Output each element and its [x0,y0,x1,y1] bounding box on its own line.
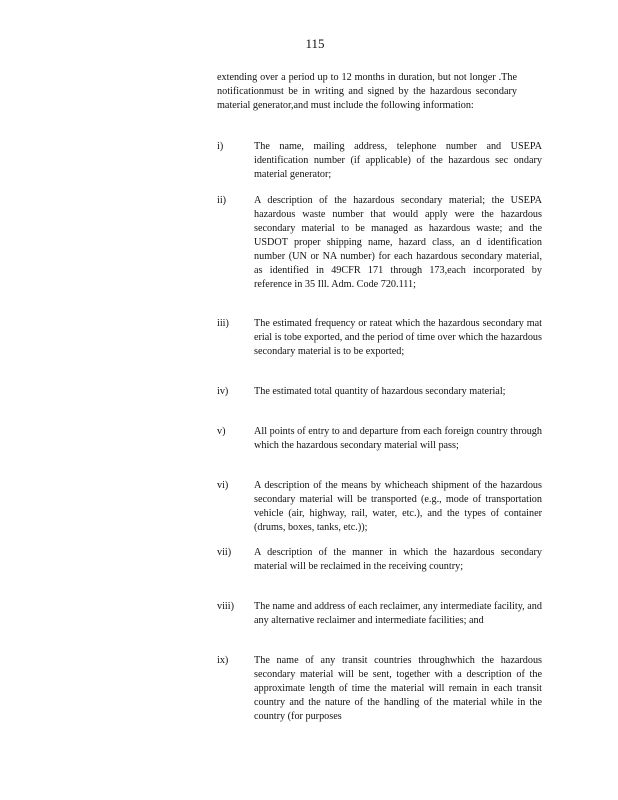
item-text: The name of any transit countries throughwhich the hazardous secondary material will be sent, together with a description of the approximate length of time the material will remain in each transit country and the nature of the handling of the material while in the country (for purposes [254,655,542,722]
item-number: iii) [217,318,229,329]
item-number: vii) [217,547,232,558]
item-text: The estimated frequency or rateat which the hazardous secondary mat erial is tobe exported, and the period of time over which the hazardous secondary material is to be exported; [254,318,542,357]
item-text: The name, mailing address, telephone number and USEPA identification number (if applicable) of the hazardous sec ondary material generator; [254,141,542,180]
item-number: iv) [217,386,229,397]
intro-paragraph: extending over a period up to 12 months in duration, but not longer .The notificationmust be in writing and signed by the hazardous secondary material generator,and must include the following information: [217,72,517,111]
page-number: 115 [305,36,325,51]
item-text: The name and address of each reclaimer, any intermediate facility, and any alternative reclaimer and intermediate facilities; and [254,601,542,626]
item-number: v) [217,426,226,437]
item-number: vi) [217,480,229,491]
item-text: A description of the manner in which the hazardous secondary material will be reclaimed in the receiving country; [254,547,542,572]
item-text: All points of entry to and departure from each foreign country through which the hazardous secondary material will pass; [254,426,542,451]
item-text: A description of the hazardous secondary material; the USEPA hazardous waste number that would apply were the hazardous secondary material to be managed as hazardous waste; and the USDOT proper shipping name, hazard class, an d identification number (UN or NA number) for each hazardous secondary material, as identified in 49CFR 171 through 173,each incorporated by reference in 35 Ill. Adm. Code 720.111; [254,195,542,290]
item-number: viii) [217,601,234,612]
item-number: ii) [217,195,227,206]
item-number: i) [217,141,224,152]
item-text: The estimated total quantity of hazardous secondary material; [254,386,506,397]
item-text: A description of the means by whicheach shipment of the hazardous secondary material will be transported (e.g., mode of transportation vehicle (air, highway, rail, water, etc.), and the types of container (drums, boxes, tanks, etc.)); [254,480,542,533]
item-number: ix) [217,655,229,666]
